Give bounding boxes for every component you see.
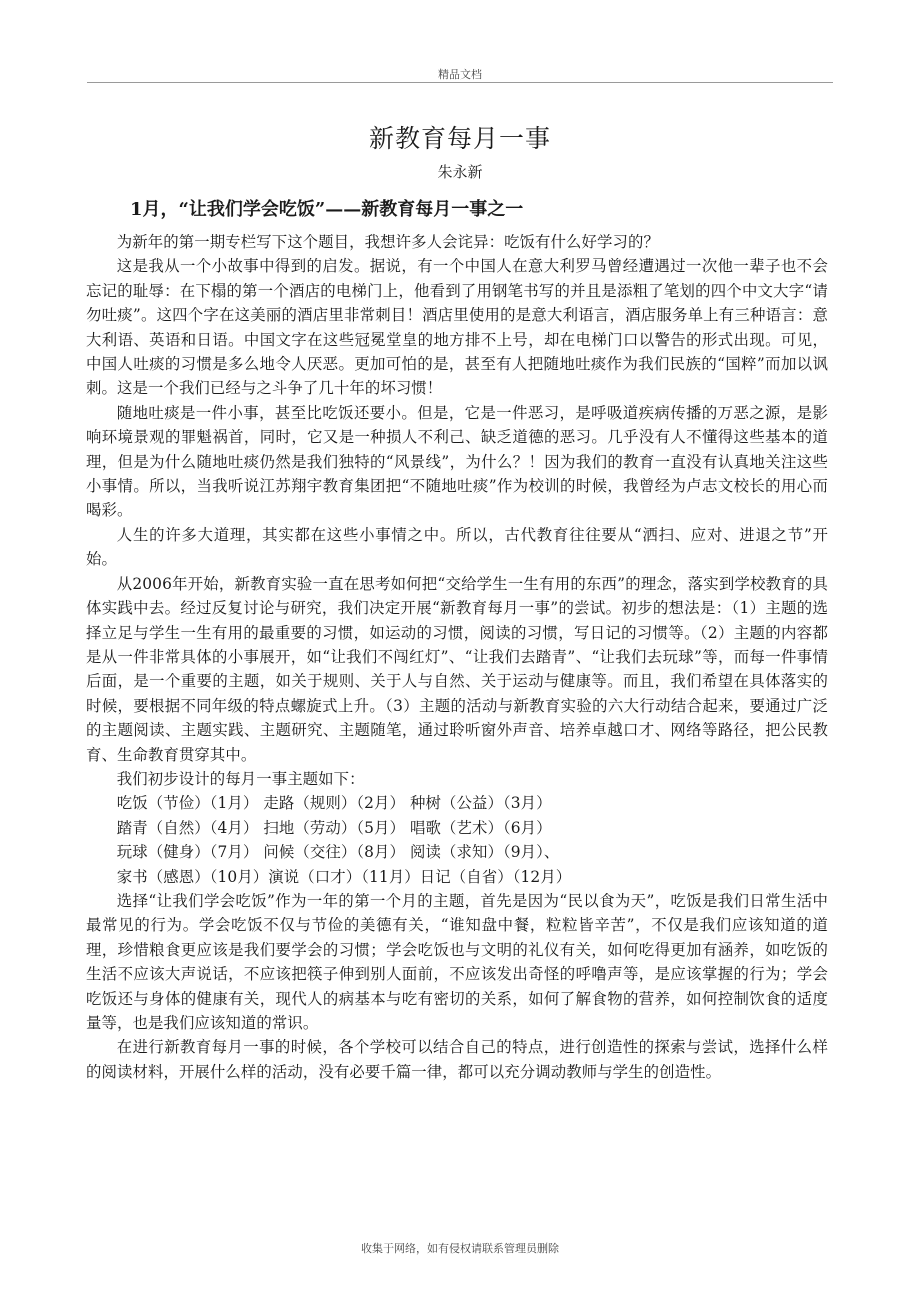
paragraph: 从2006年开始，新教育实验一直在思考如何把“交给学生一生有用的东西”的理念，落实到学校教育的具体实践中去。经过反复讨论与研究，我们决定开展“新教育每月一事”的尝试。初步的想法是：（1）主题的选择立足与学生一生有用的最重要的习惯，如运动的习惯，阅读的习惯，写日记的习惯等。（2）主题的内容都是从一件非常具体的小事展开，如“让我们不闯红灯”、“让我们去踏青”、“让我们去玩球”等，而每一件事情后面，是一个重要的主题，如关于规则、关于人与自然、关于运动与健康等。而且，我们希望在具体落实的时候，要根据不同年级的特点螺旋式上升。（3）主题的活动与新教育实验的六大行动结合起来，要通过广泛的主题阅读、主题实践、主题研究、主题随笔，通过聆听窗外声音、培养卓越口才、网络等路径，把公民教育、生命教育贯穿其中。	[86, 574, 828, 764]
paragraph: 为新年的第一期专栏写下这个题目，我想许多人会诧异：吃饭有什么好学习的？	[116, 233, 659, 251]
topic-line: 家书（感恩）（10月）演说（口才）（11月）日记（自省）（12月）	[116, 867, 572, 886]
paragraph: 人生的许多大道理，其实都在这些小事情之中。所以，古代教育往往要从“洒扫、应对、进退之节”开始。	[86, 525, 828, 569]
section-heading: 1月，“让我们学会吃饭”——新教育每月一事之一	[130, 199, 524, 220]
topics-intro: 我们初步设计的每月一事主题如下：	[116, 769, 365, 788]
paragraph: 随地吐痰是一件小事，甚至比吃饭还要小。但是，它是一件恶习，是呼吸道疾病传播的万恶之源，是影响环境景观的罪魁祸首，同时，它又是一种损人不利己、缺乏道德的恶习。几乎没有人不懂得这些基本的道理，但是为什么随地吐痰仍然是我们独特的“风景线”，为什么？！因为我们的教育一直没有认真地关注这些小事情。所以，当我听说江苏翔宇教育集团把“不随地吐痰”作为校训的时候，我曾经为卢志文校长的用心而喝彩。	[86, 403, 828, 520]
page-header: 精品文档	[438, 68, 482, 81]
topic-line: 玩球（健身）（7月） 问候（交往）（8月） 阅读（求知）（9月）、	[116, 843, 560, 862]
author-name: 朱永新	[437, 163, 483, 181]
document-title: 新教育每月一事	[368, 124, 551, 153]
paragraph: 选择“让我们学会吃饭”作为一年的第一个月的主题，首先是因为“民以食为天”，吃饭是我们日常生活中最常见的行为。学会吃饭不仅与节俭的美德有关，“谁知盘中餐，粒粒皆辛苦”，不仅是我们应该知道的道理，珍惜粮食更应该是我们要学会的习惯；学会吃饭也与文明的礼仪有关，如何吃得更加有涵养，如吃饭的生活不应该大声说话，不应该把筷子伸到别人面前，不应该发出奇怪的呼噜声等，是应该掌握的行为；学会吃饭还与身体的健康有关，现代人的病基本与吃有密切的关系，如何了解食物的营养，如何控制饮食的适度量等，也是我们应该知道的常识。	[86, 891, 828, 1032]
article-body	[86, 230, 828, 1084]
topic-line: 踏青（自然）（4月） 扫地（劳动）（5月） 唱歌（艺术）（6月）	[116, 818, 552, 837]
page-footer: 收集于网络，如有侵权请联系管理员删除	[361, 1242, 559, 1255]
header-divider	[87, 82, 833, 83]
paragraph: 在进行新教育每月一事的时候，各个学校可以结合自己的特点，进行创造性的探索与尝试，选择什么样的阅读材料，开展什么样的活动，没有必要千篇一律，都可以充分调动教师与学生的创造性。	[86, 1038, 828, 1081]
paragraph: 这是我从一个小故事中得到的启发。据说，有一个中国人在意大利罗马曾经遭遇过一次他一辈子也不会忘记的耻辱：在下榻的第一个酒店的电梯门上，他看到了用钢笔书写的并且是添粗了笔划的四个中文大字“请勿吐痰”。这四个字在这美丽的酒店里非常刺目！酒店里使用的是意大利语言，酒店服务单上有三种语言：意大利语、英语和日语。中国文字在这些冠冕堂皇的地方排不上号，却在电梯门口以警告的形式出现。可见，中国人吐痰的习惯是多么地令人厌恶。更加可怕的是，甚至有人把随地吐痰作为我们民族的“国粹”而加以讽刺。这是一个我们已经与之斗争了几十年的坏习惯！	[86, 257, 828, 398]
topic-line: 吃饭（节俭）（1月） 走路（规则）（2月） 种树（公益）（3月）	[116, 794, 552, 813]
